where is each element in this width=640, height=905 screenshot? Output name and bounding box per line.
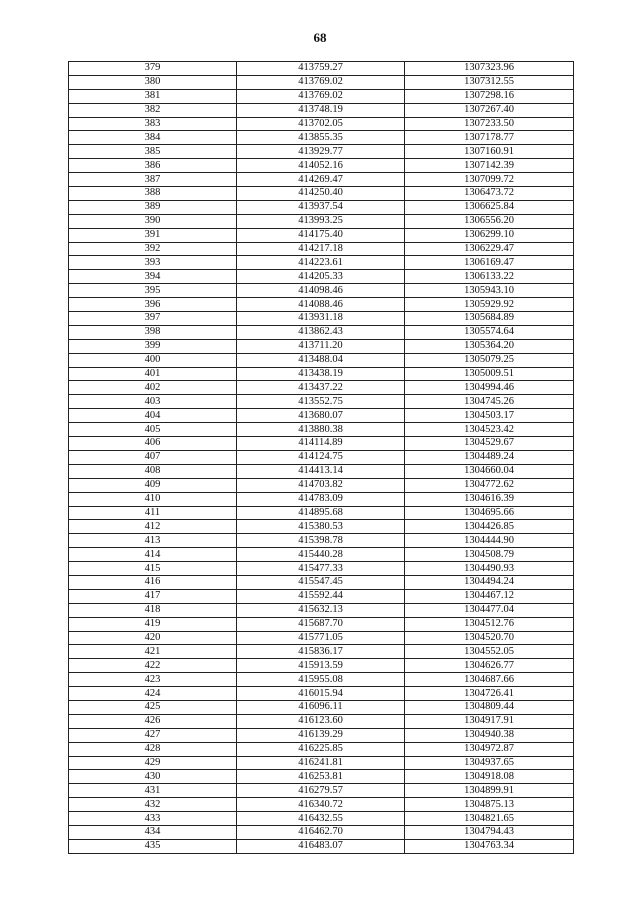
table-row — [69, 714, 574, 728]
table-row — [69, 256, 574, 270]
x-coordinate-cell: 413937.54 — [237, 200, 405, 214]
x-coordinate-cell: 414217.18 — [237, 242, 405, 256]
point-number-cell: 396 — [69, 298, 237, 312]
y-coordinate-cell: 1304972.87 — [405, 742, 574, 756]
x-coordinate-cell: 416015.94 — [237, 687, 405, 701]
point-number-cell: 433 — [69, 812, 237, 826]
x-coordinate-cell: 413488.04 — [237, 353, 405, 367]
y-coordinate-cell: 1304626.77 — [405, 659, 574, 673]
point-number-cell: 413 — [69, 534, 237, 548]
x-coordinate-cell: 414098.46 — [237, 284, 405, 298]
y-coordinate-cell: 1304529.67 — [405, 437, 574, 451]
x-coordinate-cell: 413748.19 — [237, 103, 405, 117]
x-coordinate-cell: 414223.61 — [237, 256, 405, 270]
x-coordinate-cell: 414895.68 — [237, 506, 405, 520]
x-coordinate-cell: 416139.29 — [237, 728, 405, 742]
table-row — [69, 117, 574, 131]
x-coordinate-cell: 415836.17 — [237, 645, 405, 659]
y-coordinate-cell: 1306169.47 — [405, 256, 574, 270]
table-row — [69, 631, 574, 645]
y-coordinate-cell: 1304489.24 — [405, 450, 574, 464]
point-number-cell: 417 — [69, 589, 237, 603]
point-number-cell: 391 — [69, 228, 237, 242]
point-number-cell: 399 — [69, 339, 237, 353]
point-number-cell: 411 — [69, 506, 237, 520]
point-number-cell: 382 — [69, 103, 237, 117]
table-row — [69, 575, 574, 589]
point-number-cell: 380 — [69, 75, 237, 89]
y-coordinate-cell: 1306473.72 — [405, 187, 574, 201]
table-row — [69, 75, 574, 89]
x-coordinate-cell: 413769.02 — [237, 89, 405, 103]
table-row — [69, 450, 574, 464]
point-number-cell: 405 — [69, 423, 237, 437]
point-number-cell: 410 — [69, 492, 237, 506]
y-coordinate-cell: 1304660.04 — [405, 464, 574, 478]
point-number-cell: 432 — [69, 798, 237, 812]
table-row — [69, 812, 574, 826]
table-row — [69, 645, 574, 659]
point-number-cell: 429 — [69, 756, 237, 770]
table-row — [69, 423, 574, 437]
point-number-cell: 394 — [69, 270, 237, 284]
table-row — [69, 312, 574, 326]
y-coordinate-cell: 1307267.40 — [405, 103, 574, 117]
point-number-cell: 403 — [69, 395, 237, 409]
table-row — [69, 325, 574, 339]
table-row — [69, 798, 574, 812]
x-coordinate-cell: 414205.33 — [237, 270, 405, 284]
page-number: 68 — [313, 30, 327, 45]
x-coordinate-cell: 413437.22 — [237, 381, 405, 395]
table-row — [69, 464, 574, 478]
point-number-cell: 426 — [69, 714, 237, 728]
point-number-cell: 435 — [69, 839, 237, 853]
table-row — [69, 270, 574, 284]
x-coordinate-cell: 415398.78 — [237, 534, 405, 548]
y-coordinate-cell: 1304809.44 — [405, 700, 574, 714]
table-row — [69, 673, 574, 687]
y-coordinate-cell: 1304772.62 — [405, 478, 574, 492]
table-row — [69, 506, 574, 520]
point-number-cell: 431 — [69, 784, 237, 798]
x-coordinate-cell: 413931.18 — [237, 312, 405, 326]
y-coordinate-cell: 1307099.72 — [405, 173, 574, 187]
y-coordinate-cell: 1304695.66 — [405, 506, 574, 520]
table-row — [69, 187, 574, 201]
y-coordinate-cell: 1305684.89 — [405, 312, 574, 326]
table-row — [69, 131, 574, 145]
table-row — [69, 756, 574, 770]
x-coordinate-cell: 414124.75 — [237, 450, 405, 464]
x-coordinate-cell: 414088.46 — [237, 298, 405, 312]
point-number-cell: 400 — [69, 353, 237, 367]
table-row — [69, 145, 574, 159]
x-coordinate-cell: 413880.38 — [237, 423, 405, 437]
x-coordinate-cell: 415913.59 — [237, 659, 405, 673]
y-coordinate-cell: 1304917.91 — [405, 714, 574, 728]
x-coordinate-cell: 413711.20 — [237, 339, 405, 353]
point-number-cell: 422 — [69, 659, 237, 673]
table-row — [69, 381, 574, 395]
x-coordinate-cell: 415380.53 — [237, 520, 405, 534]
point-number-cell: 427 — [69, 728, 237, 742]
coordinates-table — [68, 61, 574, 854]
point-number-cell: 390 — [69, 214, 237, 228]
table-row — [69, 492, 574, 506]
point-number-cell: 401 — [69, 367, 237, 381]
point-number-cell: 424 — [69, 687, 237, 701]
table-row — [69, 825, 574, 839]
table-row — [69, 520, 574, 534]
table-row — [69, 159, 574, 173]
table-row — [69, 284, 574, 298]
x-coordinate-cell: 414269.47 — [237, 173, 405, 187]
table-row — [69, 173, 574, 187]
point-number-cell: 393 — [69, 256, 237, 270]
point-number-cell: 409 — [69, 478, 237, 492]
table-row — [69, 659, 574, 673]
point-number-cell: 406 — [69, 437, 237, 451]
point-number-cell: 385 — [69, 145, 237, 159]
y-coordinate-cell: 1304875.13 — [405, 798, 574, 812]
point-number-cell: 420 — [69, 631, 237, 645]
point-number-cell: 392 — [69, 242, 237, 256]
x-coordinate-cell: 416225.85 — [237, 742, 405, 756]
x-coordinate-cell: 414175.40 — [237, 228, 405, 242]
y-coordinate-cell: 1304821.65 — [405, 812, 574, 826]
y-coordinate-cell: 1305574.64 — [405, 325, 574, 339]
table-row — [69, 839, 574, 853]
table-row — [69, 367, 574, 381]
x-coordinate-cell: 415771.05 — [237, 631, 405, 645]
point-number-cell: 384 — [69, 131, 237, 145]
x-coordinate-cell: 413993.25 — [237, 214, 405, 228]
y-coordinate-cell: 1304503.17 — [405, 409, 574, 423]
y-coordinate-cell: 1307323.96 — [405, 62, 574, 76]
point-number-cell: 397 — [69, 312, 237, 326]
table-row — [69, 548, 574, 562]
y-coordinate-cell: 1306133.22 — [405, 270, 574, 284]
y-coordinate-cell: 1304918.08 — [405, 770, 574, 784]
x-coordinate-cell: 414114.89 — [237, 437, 405, 451]
x-coordinate-cell: 415687.70 — [237, 617, 405, 631]
table-row — [69, 395, 574, 409]
point-number-cell: 421 — [69, 645, 237, 659]
x-coordinate-cell: 415547.45 — [237, 575, 405, 589]
point-number-cell: 425 — [69, 700, 237, 714]
table-row — [69, 700, 574, 714]
table-row — [69, 89, 574, 103]
point-number-cell: 423 — [69, 673, 237, 687]
coordinates-table-body — [69, 62, 574, 854]
table-row — [69, 200, 574, 214]
table-row — [69, 603, 574, 617]
point-number-cell: 408 — [69, 464, 237, 478]
table-row — [69, 478, 574, 492]
y-coordinate-cell: 1306625.84 — [405, 200, 574, 214]
y-coordinate-cell: 1305079.25 — [405, 353, 574, 367]
x-coordinate-cell: 415477.33 — [237, 562, 405, 576]
x-coordinate-cell: 416340.72 — [237, 798, 405, 812]
y-coordinate-cell: 1307178.77 — [405, 131, 574, 145]
x-coordinate-cell: 414703.82 — [237, 478, 405, 492]
point-number-cell: 383 — [69, 117, 237, 131]
point-number-cell: 381 — [69, 89, 237, 103]
y-coordinate-cell: 1305009.51 — [405, 367, 574, 381]
x-coordinate-cell: 415632.13 — [237, 603, 405, 617]
x-coordinate-cell: 414413.14 — [237, 464, 405, 478]
y-coordinate-cell: 1305929.92 — [405, 298, 574, 312]
y-coordinate-cell: 1305364.20 — [405, 339, 574, 353]
point-number-cell: 428 — [69, 742, 237, 756]
y-coordinate-cell: 1304763.34 — [405, 839, 574, 853]
table-row — [69, 589, 574, 603]
y-coordinate-cell: 1304512.76 — [405, 617, 574, 631]
point-number-cell: 398 — [69, 325, 237, 339]
x-coordinate-cell: 413702.05 — [237, 117, 405, 131]
table-row — [69, 687, 574, 701]
y-coordinate-cell: 1305943.10 — [405, 284, 574, 298]
point-number-cell: 414 — [69, 548, 237, 562]
y-coordinate-cell: 1307160.91 — [405, 145, 574, 159]
point-number-cell: 395 — [69, 284, 237, 298]
point-number-cell: 404 — [69, 409, 237, 423]
table-row — [69, 62, 574, 76]
point-number-cell: 418 — [69, 603, 237, 617]
table-row — [69, 437, 574, 451]
y-coordinate-cell: 1304899.91 — [405, 784, 574, 798]
table-row — [69, 742, 574, 756]
x-coordinate-cell: 413680.07 — [237, 409, 405, 423]
x-coordinate-cell: 414250.40 — [237, 187, 405, 201]
y-coordinate-cell: 1304794.43 — [405, 825, 574, 839]
table-row — [69, 770, 574, 784]
table-row — [69, 298, 574, 312]
y-coordinate-cell: 1304726.41 — [405, 687, 574, 701]
point-number-cell: 379 — [69, 62, 237, 76]
table-row — [69, 562, 574, 576]
x-coordinate-cell: 416279.57 — [237, 784, 405, 798]
y-coordinate-cell: 1304494.24 — [405, 575, 574, 589]
point-number-cell: 386 — [69, 159, 237, 173]
point-number-cell: 416 — [69, 575, 237, 589]
y-coordinate-cell: 1306556.20 — [405, 214, 574, 228]
y-coordinate-cell: 1304467.12 — [405, 589, 574, 603]
x-coordinate-cell: 416253.81 — [237, 770, 405, 784]
y-coordinate-cell: 1304687.66 — [405, 673, 574, 687]
point-number-cell: 419 — [69, 617, 237, 631]
point-number-cell: 407 — [69, 450, 237, 464]
table-row — [69, 242, 574, 256]
table-row — [69, 784, 574, 798]
x-coordinate-cell: 416241.81 — [237, 756, 405, 770]
x-coordinate-cell: 416123.60 — [237, 714, 405, 728]
point-number-cell: 412 — [69, 520, 237, 534]
x-coordinate-cell: 414052.16 — [237, 159, 405, 173]
y-coordinate-cell: 1304616.39 — [405, 492, 574, 506]
table-row — [69, 339, 574, 353]
x-coordinate-cell: 415955.08 — [237, 673, 405, 687]
y-coordinate-cell: 1304477.04 — [405, 603, 574, 617]
x-coordinate-cell: 415440.28 — [237, 548, 405, 562]
y-coordinate-cell: 1306299.10 — [405, 228, 574, 242]
table-row — [69, 353, 574, 367]
x-coordinate-cell: 416483.07 — [237, 839, 405, 853]
y-coordinate-cell: 1304745.26 — [405, 395, 574, 409]
y-coordinate-cell: 1306229.47 — [405, 242, 574, 256]
y-coordinate-cell: 1307298.16 — [405, 89, 574, 103]
table-row — [69, 534, 574, 548]
table-row — [69, 103, 574, 117]
y-coordinate-cell: 1304508.79 — [405, 548, 574, 562]
x-coordinate-cell: 416096.11 — [237, 700, 405, 714]
y-coordinate-cell: 1304426.85 — [405, 520, 574, 534]
point-number-cell: 415 — [69, 562, 237, 576]
point-number-cell: 387 — [69, 173, 237, 187]
y-coordinate-cell: 1307233.50 — [405, 117, 574, 131]
x-coordinate-cell: 413759.27 — [237, 62, 405, 76]
table-row — [69, 409, 574, 423]
point-number-cell: 389 — [69, 200, 237, 214]
x-coordinate-cell: 413929.77 — [237, 145, 405, 159]
y-coordinate-cell: 1307312.55 — [405, 75, 574, 89]
point-number-cell: 402 — [69, 381, 237, 395]
point-number-cell: 434 — [69, 825, 237, 839]
x-coordinate-cell: 413855.35 — [237, 131, 405, 145]
y-coordinate-cell: 1304444.90 — [405, 534, 574, 548]
point-number-cell: 388 — [69, 187, 237, 201]
y-coordinate-cell: 1307142.39 — [405, 159, 574, 173]
y-coordinate-cell: 1304552.05 — [405, 645, 574, 659]
table-row — [69, 228, 574, 242]
y-coordinate-cell: 1304490.93 — [405, 562, 574, 576]
y-coordinate-cell: 1304994.46 — [405, 381, 574, 395]
y-coordinate-cell: 1304523.42 — [405, 423, 574, 437]
point-number-cell: 430 — [69, 770, 237, 784]
x-coordinate-cell: 414783.09 — [237, 492, 405, 506]
x-coordinate-cell: 415592.44 — [237, 589, 405, 603]
x-coordinate-cell: 416432.55 — [237, 812, 405, 826]
x-coordinate-cell: 413552.75 — [237, 395, 405, 409]
x-coordinate-cell: 413438.19 — [237, 367, 405, 381]
x-coordinate-cell: 413862.43 — [237, 325, 405, 339]
y-coordinate-cell: 1304937.65 — [405, 756, 574, 770]
table-row — [69, 728, 574, 742]
table-row — [69, 617, 574, 631]
y-coordinate-cell: 1304940.38 — [405, 728, 574, 742]
y-coordinate-cell: 1304520.70 — [405, 631, 574, 645]
table-row — [69, 214, 574, 228]
x-coordinate-cell: 413769.02 — [237, 75, 405, 89]
x-coordinate-cell: 416462.70 — [237, 825, 405, 839]
